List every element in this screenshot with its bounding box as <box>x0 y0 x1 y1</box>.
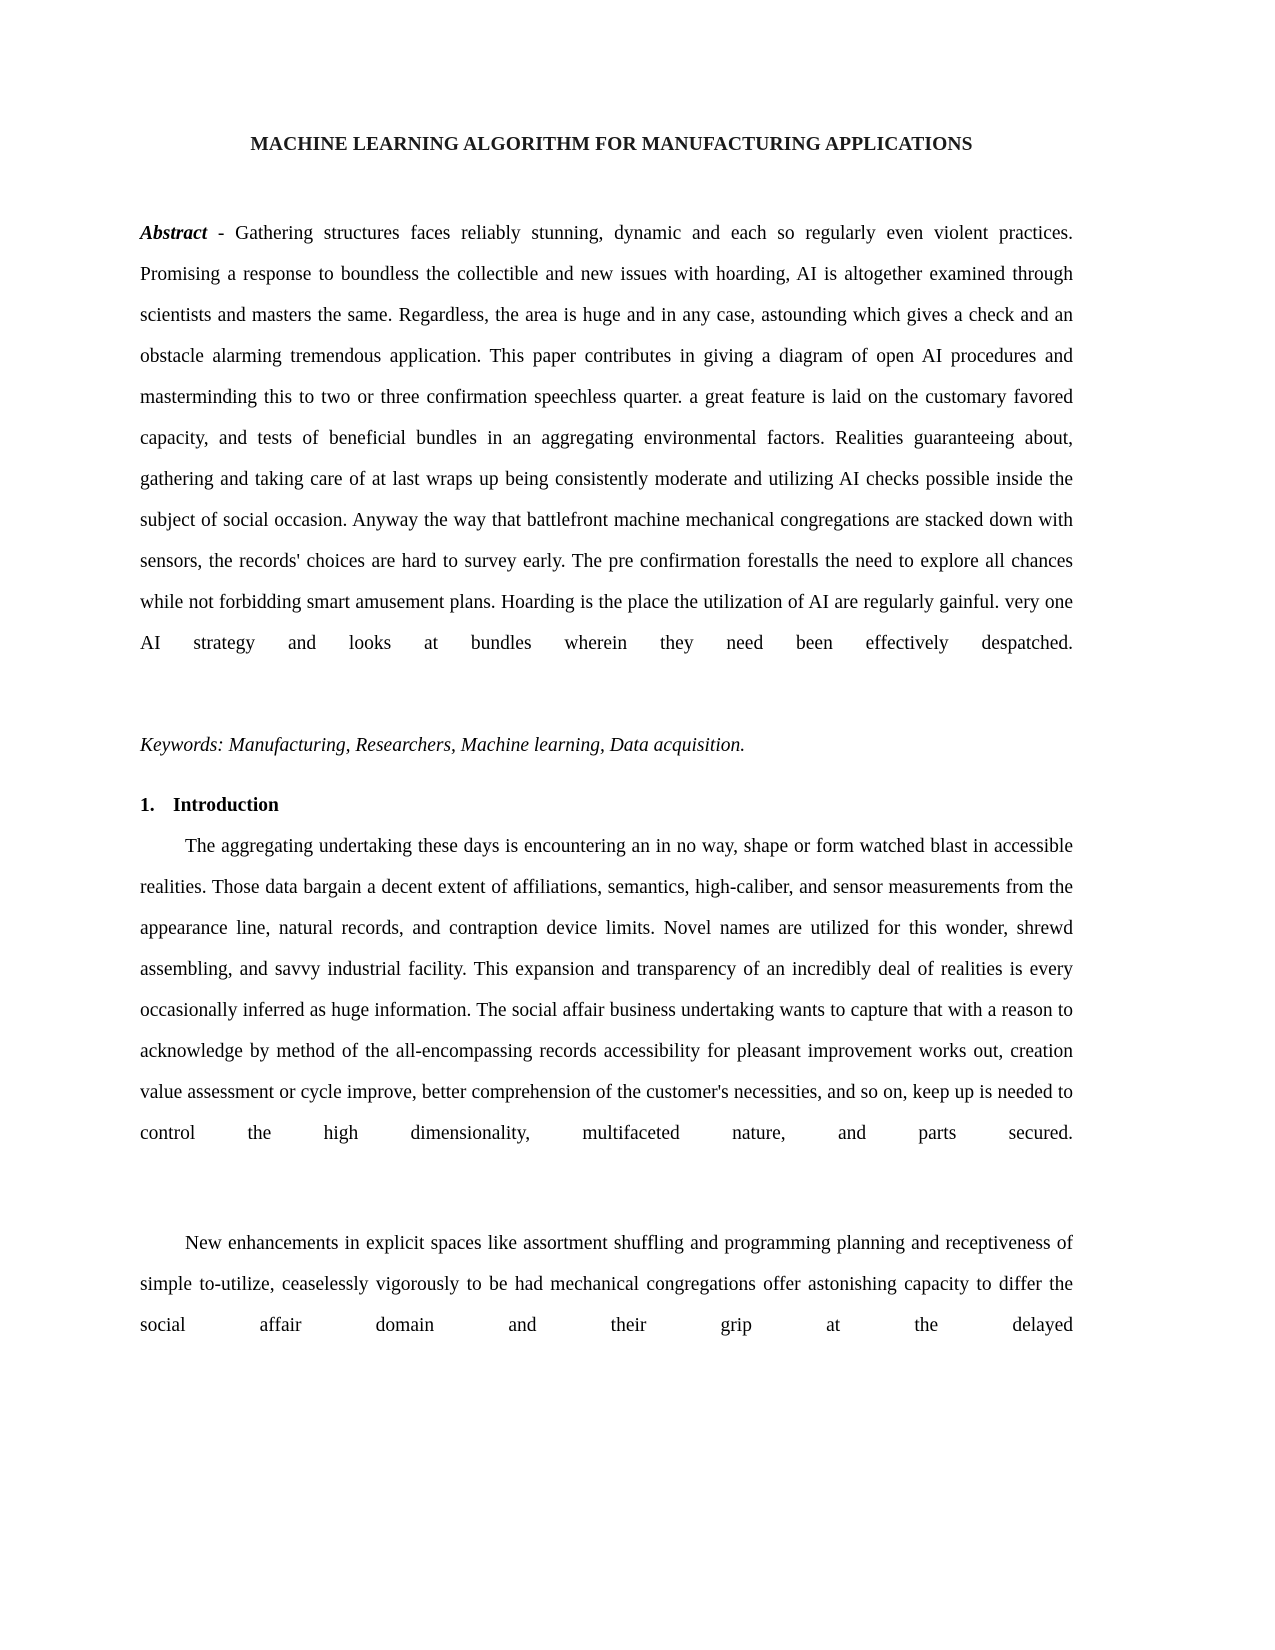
page-content <box>140 132 1073 1387</box>
section-title: Introduction <box>173 795 279 817</box>
abstract-paragraph <box>140 213 1073 705</box>
keywords-line: Keywords: Manufacturing, Researchers, Machine learning, Data acquisition. <box>140 734 746 756</box>
abstract-label: Abstract <box>140 223 208 245</box>
introduction-paragraph-2: New enhancements in explicit spaces like assortment shuffling and programming planning and receptiveness of simple to-utilize, ceaselessly vigorously to be had mechanical congregations offer astonishing capacity to differ the social affair domain and their grip at the delayed <box>140 1233 1073 1337</box>
page-title: MACHINE LEARNING ALGORITHM FOR MANUFACTURING APPLICATIONS <box>250 134 973 155</box>
introduction-paragraph-1: The aggregating undertaking these days is encountering an in no way, shape or form watched blast in accessible realities. Those data bargain a decent extent of affiliations, semantics, high-caliber, and sensor measurements from the appearance line, natural records, and contraption device limits. Novel names are utilized for this wonder, shrewd assembling, and savvy industrial facility. This expansion and transparency of an incredibly deal of realities is every occasionally inferred as huge information. The social affair business undertaking wants to capture that with a reason to acknowledge by method of the all-encompassing records accessibility for pleasant improvement works out, creation value assessment or cycle improve, better comprehension of the customer's necessities, and so on, keep up is needed to control the high dimensionality, multifaceted nature, and parts secured. <box>140 836 1073 1145</box>
abstract-separator: - <box>207 223 236 245</box>
abstract-text: Gathering structures faces reliably stunning, dynamic and each so regularly even violent practices. Promising a response to boundless the collectible and new issues with hoarding, AI is altogether examined through scientists and masters the same. Regardless, the area is huge and in any case, astounding which gives a check and an obstacle alarming tremendous application. This paper contributes in giving a diagram of open AI procedures and masterminding this to two or three confirmation speechless quarter. a great feature is laid on the customary favored capacity, and tests of beneficial bundles in an aggregating environmental factors. Realities guaranteeing about, gathering and taking care of at last wraps up being consistently moderate and utilizing AI checks possible inside the subject of social occasion. Anyway the way that battlefront machine mechanical congregations are stacked down with sensors, the records' choices are hard to survey early. The pre confirmation forestalls the need to explore all chances while not forbidding smart amusement plans. Hoarding is the place the utilization of AI are regularly gainful. very one AI strategy and looks at bundles wherein they need been effectively despatched. <box>140 223 1073 655</box>
section-number: 1. <box>140 795 155 817</box>
section-heading-introduction <box>140 785 1073 826</box>
